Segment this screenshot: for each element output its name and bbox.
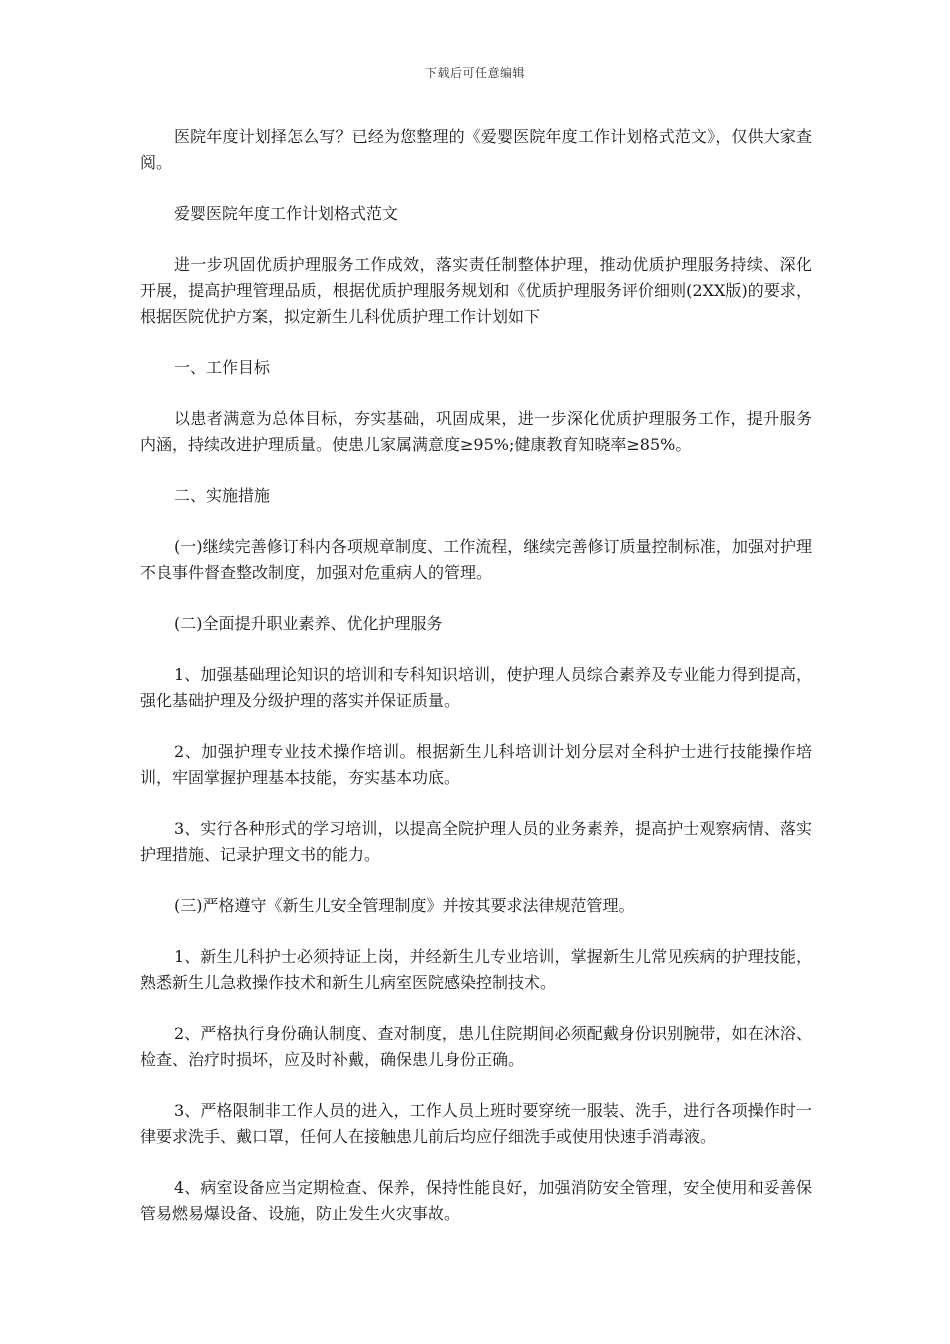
measure-3-item-4: 4、病室设备应当定期检查、保养，保持性能良好，加强消防安全管理，安全使用和妥善保管易燃易爆设备、设施，防止发生火灾事故。 [140, 1178, 812, 1223]
preface-paragraph: 进一步巩固优质护理服务工作成效，落实责任制整体护理，推动优质护理服务持续、深化开展，提高护理管理品质，根据优质护理服务规划和《优质护理服务评价细则(2XX版)的要求，根据医院优护方案，拟定新生儿科优质护理工作计划如下 [140, 255, 812, 326]
section-heading-goals: 一、工作目标 [174, 358, 271, 377]
goals-paragraph: 以患者满意为总体目标，夯实基础，巩固成果，进一步深化优质护理服务工作，提升服务内涵，持续改进护理质量。使患儿家属满意度≥95%;健康教育知晓率≥85%。 [140, 409, 812, 454]
measure-3-item-3: 3、严格限制非工作人员的进入，工作人员上班时要穿统一服装、洗手，进行各项操作时一律要求洗手、戴口罩，任何人在接触患儿前后均应仔细洗手或使用快速手消毒液。 [140, 1101, 812, 1146]
measure-3-item-2: 2、严格执行身份确认制度、查对制度，患儿住院期间必须配戴身份识别腕带，如在沐浴、检查、治疗时损坏，应及时补戴，确保患儿身份正确。 [140, 1024, 812, 1069]
measure-3-heading: (三)严格遵守《新生儿安全管理制度》并按其要求法律规范管理。 [174, 896, 635, 915]
measure-1-paragraph: (一)继续完善修订科内各项规章制度、工作流程，继续完善修订质量控制标准，加强对护理不良事件督查整改制度，加强对危重病人的管理。 [140, 537, 812, 582]
section-heading-measures: 二、实施措施 [174, 486, 271, 505]
measure-2-item-3: 3、实行各种形式的学习培训，以提高全院护理人员的业务素养，提高护士观察病情、落实护理措施、记录护理文书的能力。 [140, 819, 812, 864]
document-body [140, 124, 812, 1252]
document-title: 爱婴医院年度工作计划格式范文 [174, 204, 399, 223]
intro-paragraph: 医院年度计划择怎么写？已经为您整理的《爱婴医院年度工作计划格式范文》，仅供大家查阅。 [140, 127, 812, 172]
measure-2-item-1: 1、加强基础理论知识的培训和专科知识培训，使护理人员综合素养及专业能力得到提高，强化基础护理及分级护理的落实并保证质量。 [140, 665, 812, 710]
measure-2-heading: (二)全面提升职业素养、优化护理服务 [174, 614, 443, 633]
measure-3-item-1: 1、新生儿科护士必须持证上岗，并经新生儿专业培训，掌握新生儿常见疾病的护理技能，熟悉新生儿急救操作技术和新生儿病室医院感染控制技术。 [140, 947, 812, 992]
page-header-note: 下载后可任意编辑 [424, 66, 525, 80]
measure-2-item-2: 2、加强护理专业技术操作培训。根据新生儿科培训计划分层对全科护士进行技能操作培训，牢固掌握护理基本技能，夯实基本功底。 [140, 742, 812, 787]
